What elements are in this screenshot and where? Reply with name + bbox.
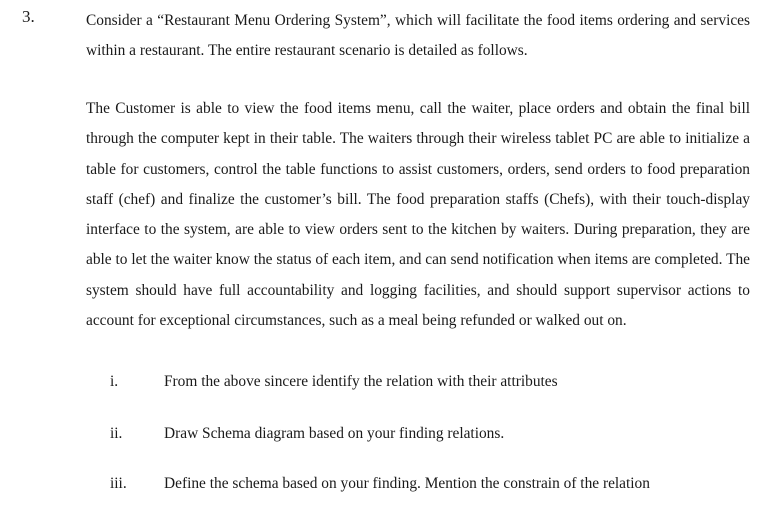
subquestion-text: From the above sincere identify the relation with their attributes: [164, 373, 558, 390]
subquestion-number: ii.: [110, 425, 123, 442]
subquestion-number: i.: [110, 373, 119, 390]
question-number: 3.: [22, 7, 35, 26]
subquestion-number: iii.: [110, 475, 127, 492]
scenario-paragraph: The Customer is able to view the food items menu, call the waiter, place orders and obtain the final bill through the computer kept in their table. The waiters through their wireless tablet PC are able to initialize a table for customers, control the table functions to assist customers, orders, send orders to food preparation staff (chef) and finalize the customer’s bill. The food preparation staffs (Chefs), with their touch-display interface to the system, are able to view orders sent to the kitchen by waiters. During preparation, they are able to let the waiter know the status of each item, and can send notification when items are completed. The system should have full accountability and logging facilities, and should support supervisor actions to account for exceptional circumstances, such as a meal being refunded or walked out on.: [86, 100, 750, 330]
question-intro: Consider a “Restaurant Menu Ordering System”, which will facilitate the food items ordering and services within a restaurant. The entire restaurant scenario is detailed as follows.: [86, 12, 750, 59]
subquestion-text: Define the schema based on your finding. Mention the constrain of the relation: [164, 475, 650, 492]
subquestion-text: Draw Schema diagram based on your finding relations.: [164, 425, 505, 442]
